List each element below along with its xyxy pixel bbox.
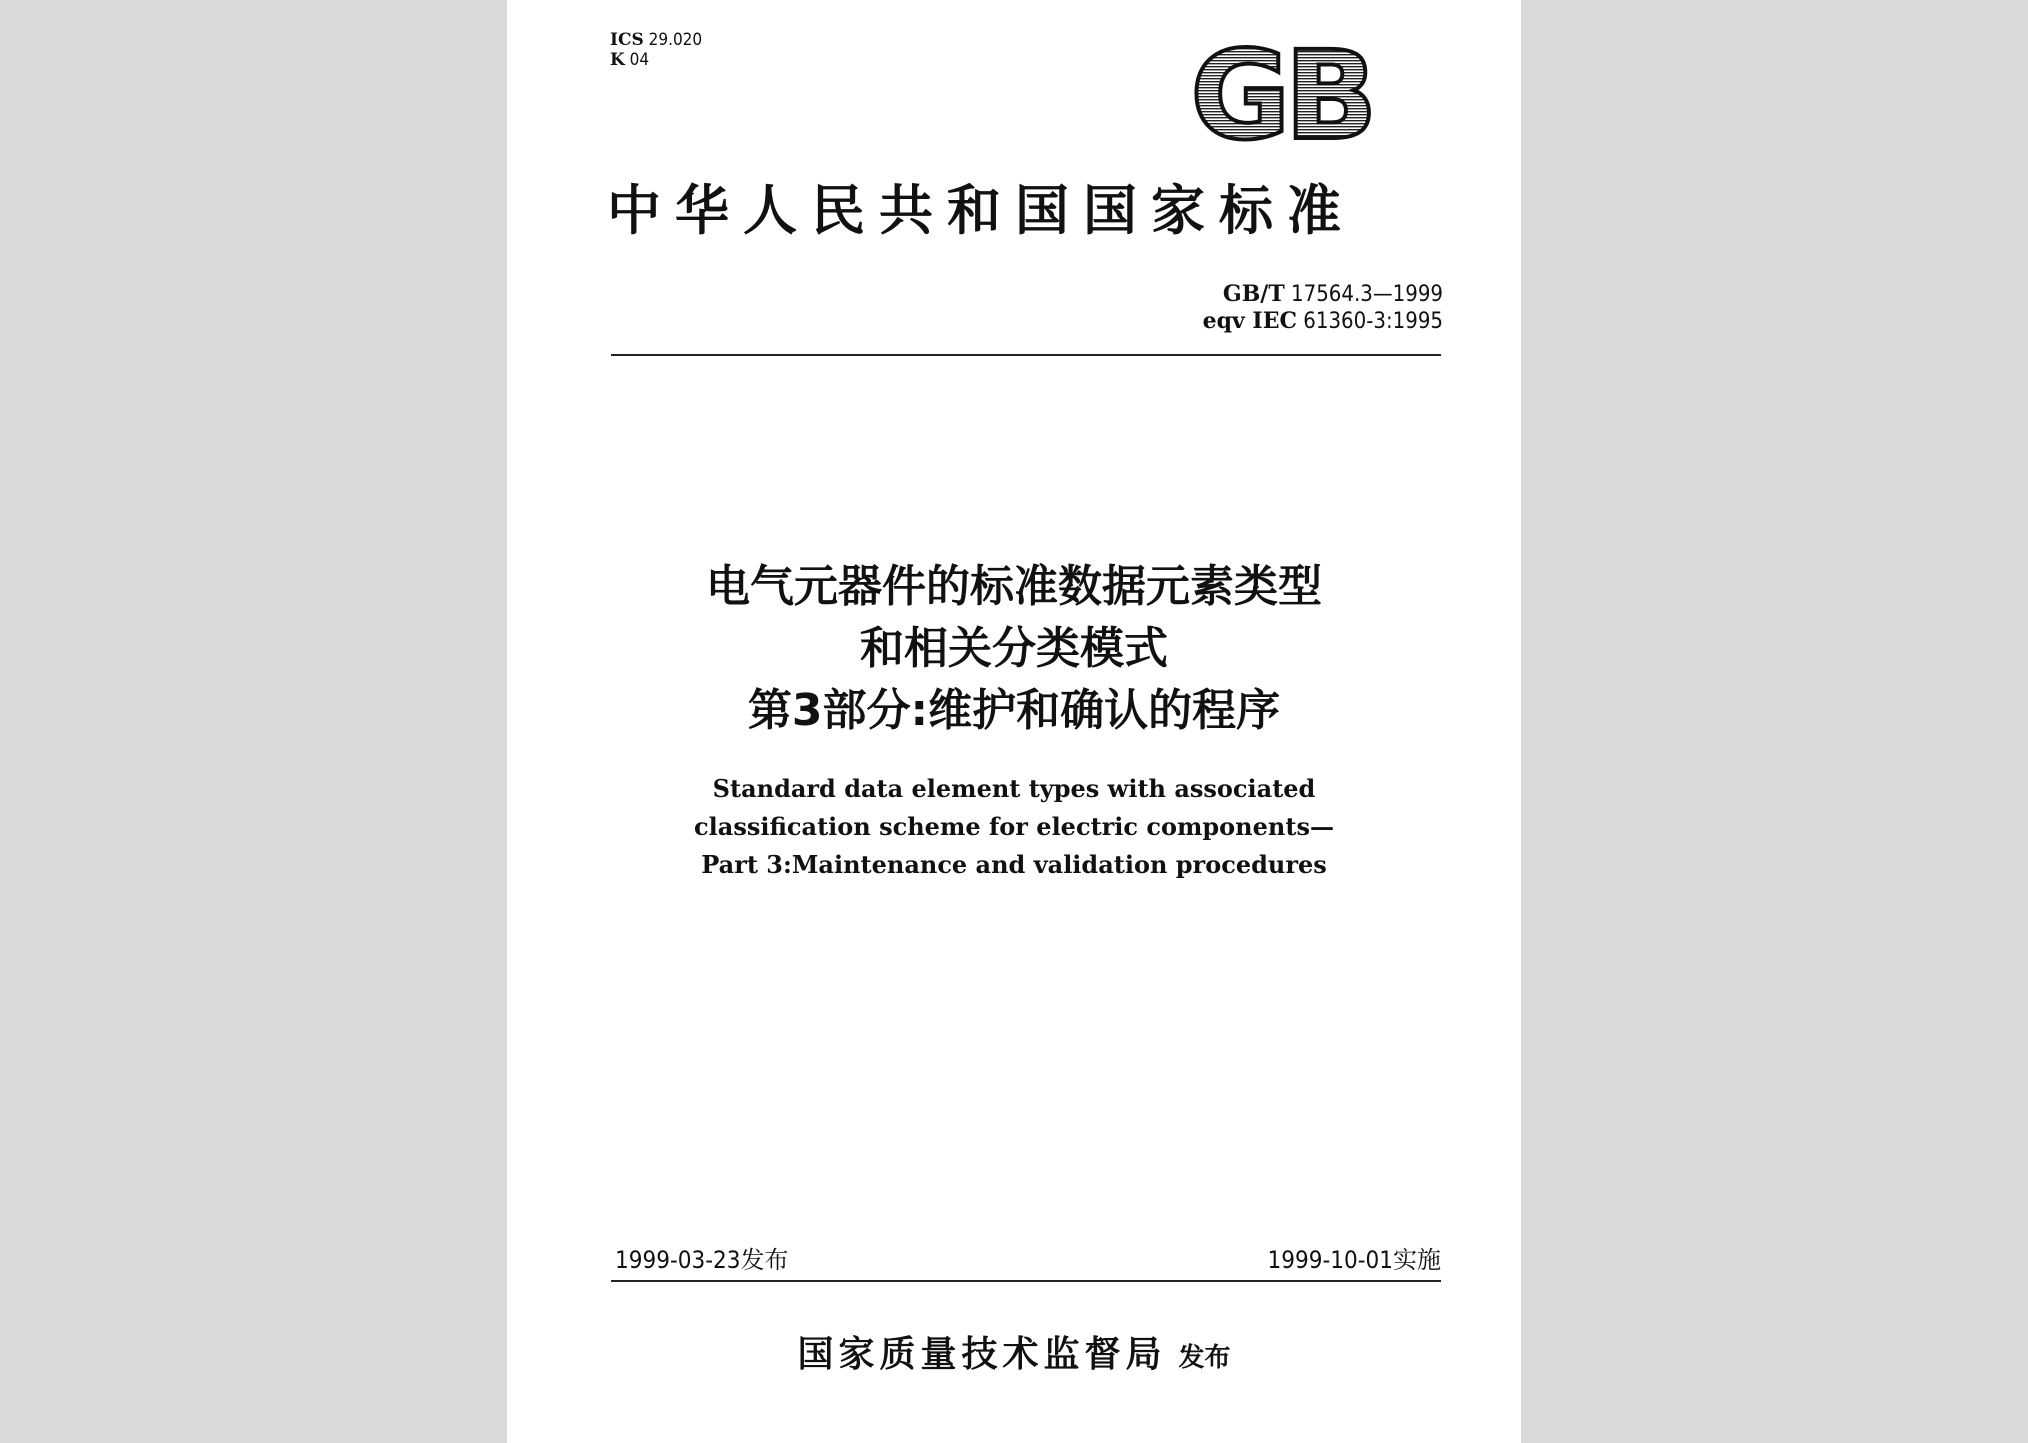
english-title-line: Standard data element types with associated [712, 774, 1316, 803]
ics-label: ICS [610, 30, 644, 50]
standard-number: 17564.3—1999 [1291, 282, 1443, 307]
footer-divider [611, 1280, 1441, 1282]
gb-logo [1190, 42, 1372, 148]
equivalent-standard: 61360-3:1995 [1303, 309, 1443, 334]
class-label: K [610, 50, 625, 70]
chinese-title [567, 556, 1461, 742]
ics-code: 29.020 [648, 30, 703, 50]
chinese-title-line: 第3部分:维护和确认的程序 [747, 685, 1281, 736]
english-title-line: classification scheme for electric components— [694, 812, 1334, 841]
english-title [567, 770, 1461, 884]
effective-date: 1999-10-01实施 [1267, 1246, 1441, 1274]
header-divider [611, 354, 1441, 356]
national-standard-title: 中华人民共和国国家标准 [607, 178, 1355, 242]
publisher-org: 国家质量技术监督局 [797, 1333, 1167, 1375]
equivalent-prefix: eqv IEC [1202, 308, 1297, 334]
english-title-line: Part 3:Maintenance and validation procedures [701, 850, 1327, 879]
standard-number-block [1147, 281, 1443, 335]
class-code: 04 [629, 50, 650, 70]
issue-date: 1999-03-23发布 [615, 1246, 789, 1274]
ics-classification [610, 30, 702, 70]
document-page [507, 0, 1521, 1443]
publisher-block [567, 1326, 1461, 1377]
standard-number-prefix: GB/T [1222, 281, 1285, 307]
gb-logo-text: GB [1190, 42, 1372, 148]
publisher-action: 发布 [1178, 1343, 1231, 1373]
chinese-title-line: 和相关分类模式 [860, 623, 1168, 674]
chinese-title-line: 电气元器件的标准数据元素类型 [706, 561, 1322, 612]
